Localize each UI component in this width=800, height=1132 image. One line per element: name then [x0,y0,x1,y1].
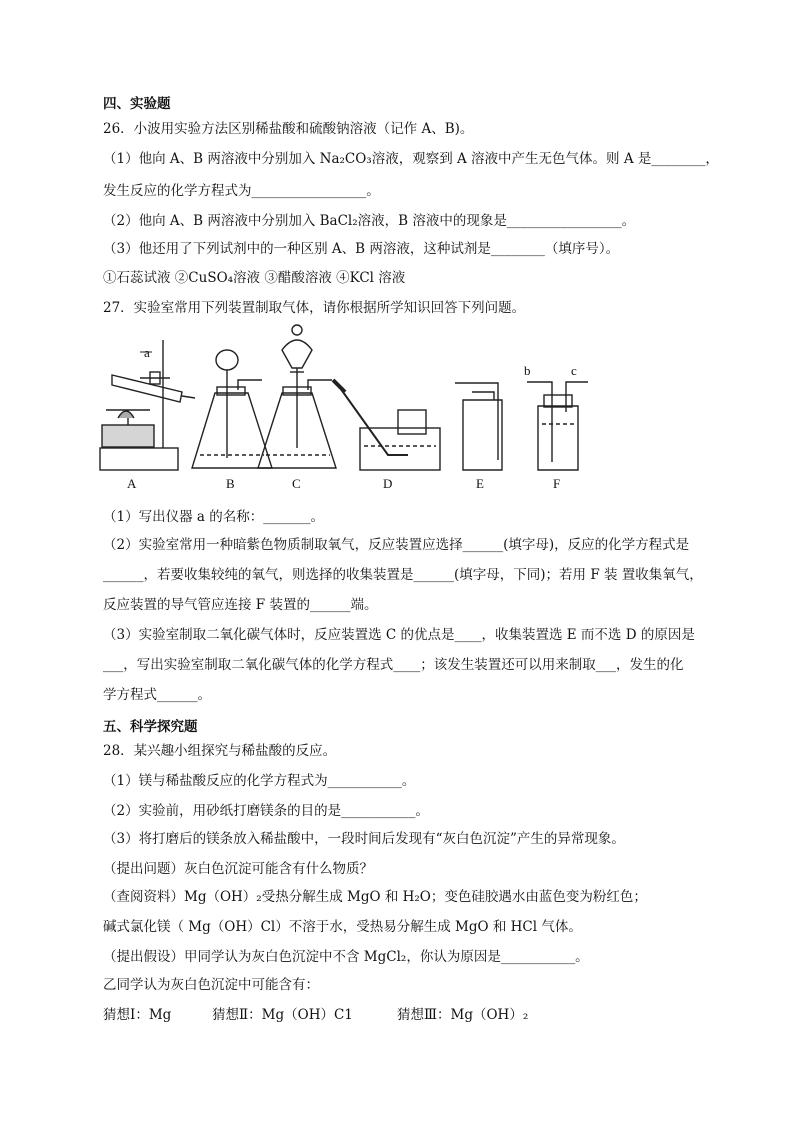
section-heading-experiment: 四、实验题 [103,96,171,112]
q26-options: ①石蕊试液 ②CuSO₄溶液 ③醋酸溶液 ④KCl 溶液 [103,270,406,286]
q28-guess-1: 猜想Ⅰ：Mg [103,1007,172,1023]
q26-part1-line2: 发生反应的化学方程式为_________________。 [103,183,380,199]
apparatus-c [258,325,336,468]
figure-mark-b: b [524,363,531,378]
q28-guess-2: 猜想Ⅱ：Mg（OH）C1 [212,1007,353,1023]
q27-part1: （1）写出仪器 a 的名称：_______。 [103,509,324,525]
apparatus-e [455,383,502,470]
q28-guess-3: 猜想Ⅲ：Mg（OH）₂ [397,1007,529,1023]
q27-part3-line1: （3）实验室制取二氧化碳气体时，反应装置选 C 的优点是____，收集装置选 E 而不选 D 的原因是 [103,627,695,643]
q28-info-line1: （查阅资料）Mg（OH）₂受热分解生成 MgO 和 H₂O；变色硅胶遇水由蓝色变为粉红色； [103,889,647,905]
q27-part3-line2: ___，写出实验室制取二氧化碳气体的化学方程式____；该发生装置还可以用来制取___，发生的化 [103,657,684,673]
figure-label-d: D [383,476,393,491]
figure-label-f: F [553,476,561,491]
q27-part3-line3: 学方程式______。 [103,687,211,703]
q27-part2-line3: 反应装置的导气管应连接 F 装置的______端。 [103,597,378,613]
figure-mark-a: a [144,345,150,360]
q28-hypothesis-line1: （提出假设）甲同学认为灰白色沉淀中不含 MgCl₂，你认为原因是___________。 [103,949,589,965]
q27-stem: 27．实验室常用下列装置制取气体，请你根据所学知识回答下列问题。 [103,300,526,316]
q28-part3: （3）将打磨后的镁条放入稀盐酸中，一段时间后发现有“灰白色沉淀”产生的异常现象。 [103,831,625,847]
q28-stem: 28．某兴趣小组探究与稀盐酸的反应。 [103,743,337,759]
figure-label-c: C [292,476,301,491]
q28-part2: （2）实验前，用砂纸打磨镁条的目的是___________。 [103,803,429,819]
q26-part3: （3）他还用了下列试剂中的一种区别 A、B 两溶液，这种试剂是________（填序号）。 [103,241,620,257]
apparatus-d [333,380,440,470]
q27-part2-line2: ______，若要收集较纯的氧气，则选择的收集装置是______(填字母，下同)；若用 F 装 置收集氧气， [103,567,703,583]
figure-label-b: B [226,476,235,491]
apparatus-f [527,382,588,470]
q27-part2-line1: （2）实验室常用一种暗紫色物质制取氧气，反应装置应选择______(填字母)，反应的化学方程式是 [103,537,690,553]
q26-part2: （2）他向 A、B 两溶液中分别加入 BaCl₂溶液，B 溶液中的现象是_________________。 [103,213,636,229]
figure-label-e: E [476,476,484,491]
section-heading-inquiry: 五、科学探究题 [103,719,198,735]
q26-part1-line1: （1）他向 A、B 两溶液中分别加入 Na₂CO₃溶液，观察到 A 溶液中产生无色气体。则 A 是________， [103,151,719,167]
q28-info-line2: 碱式氯化镁（ Mg（OH）Cl）不溶于水，受热易分解生成 MgO 和 HCl 气体。 [103,919,582,935]
q28-question: （提出问题）灰白色沉淀可能含有什么物质？ [103,861,373,877]
figure-label-a: A [127,476,137,491]
q28-hypothesis-line2: 乙同学认为灰白色沉淀中可能含有： [103,977,319,993]
figure-mark-c: c [571,363,577,378]
apparatus-b [192,350,272,468]
q26-stem: 26．小波用实验方法区别稀盐酸和硫酸钠溶液（记作 A、B)。 [103,121,474,137]
q28-part1: （1）镁与稀盐酸反应的化学方程式为___________。 [103,773,416,789]
